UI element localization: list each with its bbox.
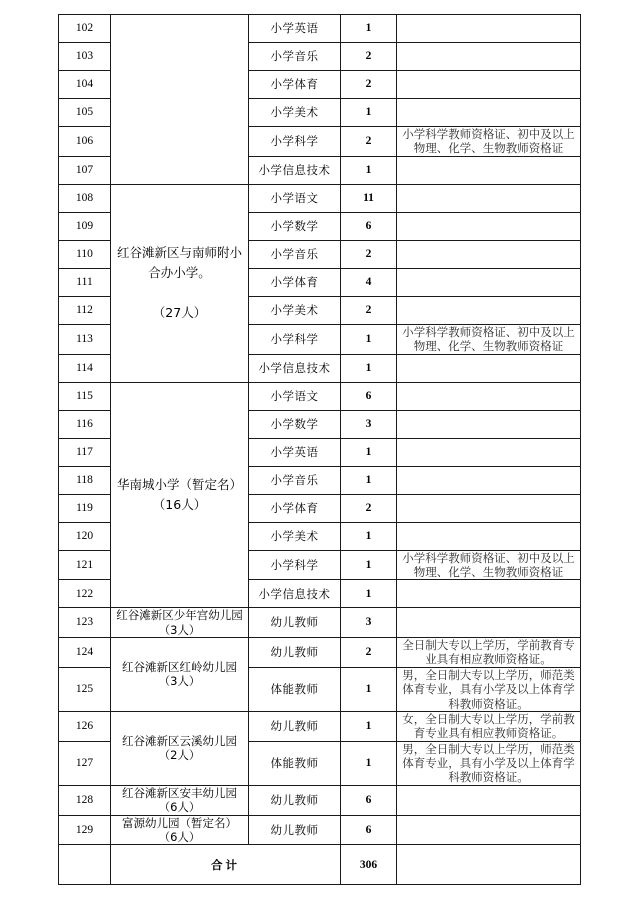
headcount: 1 [341,550,397,580]
total-value: 306 [341,845,397,885]
remark-cell [397,296,581,324]
position-name: 小学科学 [249,550,341,580]
row-id: 103 [59,43,111,71]
row-id: 113 [59,324,111,354]
headcount: 11 [341,184,397,212]
school-name-cell [111,785,249,815]
row-id: 127 [59,741,111,785]
position-name: 小学英语 [249,438,341,466]
position-name: 幼儿教师 [249,608,341,638]
remark-cell [397,43,581,71]
school-name-line: 红谷滩新区云溪幼儿园 [122,733,237,748]
headcount: 1 [341,741,397,785]
position-name: 小学音乐 [249,240,341,268]
school-name-line: （3人） [158,674,201,689]
headcount: 6 [341,212,397,240]
school-name-line: 红谷滩新区红岭幼儿园 [122,660,237,675]
table-row [59,815,581,845]
remark-cell [397,410,581,438]
table-row [59,638,581,668]
headcount: 2 [341,43,397,71]
position-name: 小学体育 [249,494,341,522]
position-name: 小学科学 [249,127,341,157]
remark-cell [397,815,581,845]
remark-cell [397,494,581,522]
school-name-cell [111,184,249,382]
row-id: 124 [59,638,111,668]
headcount: 2 [341,296,397,324]
total-remark [397,845,581,885]
headcount: 1 [341,99,397,127]
school-name-line: （27人） [152,305,207,321]
headcount: 6 [341,382,397,410]
table-row [59,711,581,741]
remark-cell [397,212,581,240]
position-name: 小学数学 [249,212,341,240]
remark-cell [397,156,581,184]
row-id: 116 [59,410,111,438]
position-name: 小学语文 [249,382,341,410]
row-id: 121 [59,550,111,580]
school-name-line: 华南城小学（暂定名） [116,476,242,492]
school-name-line: 红谷滩新区少年宫幼儿园 [116,608,243,623]
row-id: 125 [59,667,111,711]
recruitment-quota-table [58,14,581,885]
position-name: 小学数学 [249,410,341,438]
position-name: 小学语文 [249,184,341,212]
remark-cell [397,522,581,550]
school-name-cell [111,382,249,608]
remark-cell [397,71,581,99]
headcount: 3 [341,410,397,438]
school-name-cell [111,815,249,845]
headcount: 1 [341,667,397,711]
remark-cell: 小学科学教师资格证、初中及以上物理、化学、生物教师资格证 [397,324,581,354]
row-id: 109 [59,212,111,240]
school-name-line: （2人） [158,748,201,763]
position-name: 小学音乐 [249,43,341,71]
row-id: 114 [59,354,111,382]
total-label: 合计 [111,845,341,885]
headcount: 1 [341,466,397,494]
row-id: 107 [59,156,111,184]
school-name-line: （3人） [158,622,201,637]
remark-cell: 小学科学教师资格证、初中及以上物理、化学、生物教师资格证 [397,550,581,580]
row-id: 117 [59,438,111,466]
table-row [59,15,581,43]
remark-cell [397,268,581,296]
remark-cell [397,354,581,382]
row-id: 118 [59,466,111,494]
row-id: 128 [59,785,111,815]
row-id: 111 [59,268,111,296]
remark-cell [397,785,581,815]
position-name: 小学美术 [249,522,341,550]
position-name: 幼儿教师 [249,815,341,845]
row-id: 102 [59,15,111,43]
remark-cell [397,184,581,212]
table-body [59,15,581,885]
headcount: 1 [341,438,397,466]
table-row [59,785,581,815]
position-name: 小学美术 [249,296,341,324]
row-id: 126 [59,711,111,741]
headcount: 1 [341,711,397,741]
position-name: 小学音乐 [249,466,341,494]
table-row [59,382,581,410]
position-name: 体能教师 [249,667,341,711]
school-name-line: （16人） [152,496,207,512]
row-id: 129 [59,815,111,845]
headcount: 1 [341,580,397,608]
position-name: 小学体育 [249,71,341,99]
position-name: 小学信息技术 [249,156,341,184]
remark-cell: 男，全日制大专以上学历，师范类体育专业，具有小学及以上体育学科教师资格证。 [397,741,581,785]
row-id: 105 [59,99,111,127]
remark-cell [397,580,581,608]
row-id: 120 [59,522,111,550]
remark-cell [397,15,581,43]
school-name-line: （6人） [158,829,201,844]
school-name-cell [111,638,249,712]
school-name-line [113,283,246,303]
row-id: 112 [59,296,111,324]
headcount: 1 [341,156,397,184]
position-name: 小学信息技术 [249,354,341,382]
position-name: 小学信息技术 [249,580,341,608]
remark-cell [397,466,581,494]
headcount: 1 [341,522,397,550]
school-name-cell [111,711,249,785]
remark-cell: 男，全日制大专以上学历，师范类体育专业，具有小学及以上体育学科教师资格证。 [397,667,581,711]
row-id: 119 [59,494,111,522]
school-name-line: 红谷滩新区安丰幼儿园 [122,785,237,800]
headcount: 3 [341,608,397,638]
headcount: 2 [341,240,397,268]
remark-cell [397,608,581,638]
row-id: 110 [59,240,111,268]
headcount: 2 [341,127,397,157]
headcount: 1 [341,324,397,354]
school-name-cell [111,15,249,185]
headcount: 1 [341,354,397,382]
headcount: 2 [341,638,397,668]
row-id: 123 [59,608,111,638]
headcount: 1 [341,15,397,43]
position-name: 幼儿教师 [249,638,341,668]
total-id-blank [59,845,111,885]
headcount: 6 [341,815,397,845]
remark-cell [397,438,581,466]
row-id: 122 [59,580,111,608]
remark-cell [397,382,581,410]
school-name-line: 富源幼儿园（暂定名） [122,815,237,830]
school-name-cell [111,608,249,638]
school-name-line: 合办小学。 [148,265,211,281]
row-id: 104 [59,71,111,99]
position-name: 幼儿教师 [249,785,341,815]
row-id: 115 [59,382,111,410]
headcount: 2 [341,494,397,522]
position-name: 幼儿教师 [249,711,341,741]
total-row [59,845,581,885]
position-name: 小学英语 [249,15,341,43]
school-name-line: （6人） [158,800,201,815]
position-name: 体能教师 [249,741,341,785]
headcount: 2 [341,71,397,99]
row-id: 106 [59,127,111,157]
school-name-line: 红谷滩新区与南师附小 [116,245,242,261]
remark-cell: 女，全日制大专以上学历，学前教育专业具有相应教师资格证。 [397,711,581,741]
position-name: 小学体育 [249,268,341,296]
row-id: 108 [59,184,111,212]
position-name: 小学科学 [249,324,341,354]
remark-cell [397,99,581,127]
remark-cell: 小学科学教师资格证、初中及以上物理、化学、生物教师资格证 [397,127,581,157]
table-row [59,184,581,212]
headcount: 4 [341,268,397,296]
table-row [59,608,581,638]
remark-cell: 全日制大专以上学历，学前教育专业具有相应教师资格证。 [397,638,581,668]
position-name: 小学美术 [249,99,341,127]
headcount: 6 [341,785,397,815]
remark-cell [397,240,581,268]
